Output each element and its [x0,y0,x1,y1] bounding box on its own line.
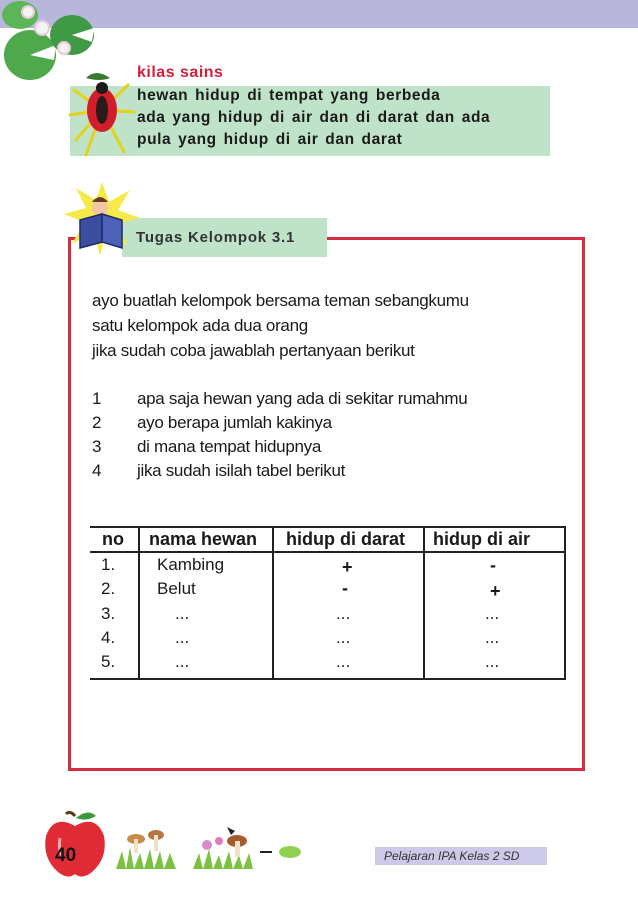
table-cell: ... [336,628,351,647]
leaf-icon [258,840,304,864]
table-column-divider [423,526,425,680]
table-border-bottom [90,678,566,680]
beetle-icon [66,60,138,160]
intro-line-1: ayo buatlah kelompok bersama teman sebangkumu [92,291,469,310]
table-cell: Belut [157,579,196,598]
kilas-line-3: pula yang hidup di air dan darat [137,131,403,148]
question-text: di mana tempat hidupnya [137,437,322,456]
mushroom-grass-icon [116,825,176,869]
kilas-line-1: hewan hidup di tempat yang berbeda [137,87,441,104]
book-title: Pelajaran IPA Kelas 2 SD [384,849,520,863]
table-header: hidup di darat [286,529,405,549]
table-cell: + [490,581,501,601]
table-cell: Kambing [157,555,225,574]
question-text: jika sudah isilah tabel berikut [137,461,346,480]
intro-line-3: jika sudah coba jawablah pertanyaan berikut [92,341,415,360]
table-header: hidup di air [433,529,530,549]
table-header: no [102,529,124,549]
table-cell: + [342,557,353,577]
table-cell: ... [175,604,190,623]
question-number: 3 [92,437,102,456]
table-cell: 4. [101,628,116,647]
question-number: 4 [92,461,102,480]
table-border-top [90,526,566,528]
question-text: apa saja hewan yang ada di sekitar rumahmu [137,389,468,408]
question-number: 2 [92,413,102,432]
table-cell: ... [175,628,190,647]
table-cell: ... [485,628,500,647]
table-column-divider [564,526,566,680]
table-cell: 1. [101,555,116,574]
reading-book-icon [62,180,142,260]
table-column-divider [272,526,274,680]
table-cell: ... [485,604,500,623]
table-header: nama hewan [149,529,258,549]
table-header-divider [90,551,566,553]
table-cell: ... [336,604,351,623]
table-cell: ... [336,652,351,671]
question-text: ayo berapa jumlah kakinya [137,413,332,432]
table-cell: - [490,555,496,575]
intro-line-2: satu kelompok ada dua orang [92,316,308,335]
page-number: 40 [55,845,77,866]
mushroom-flower-icon [193,825,259,869]
table-cell: - [342,578,348,598]
table-cell: 2. [101,579,116,598]
task-label: Tugas Kelompok 3.1 [136,229,296,246]
animal-table [90,526,566,680]
table-cell: ... [175,652,190,671]
table-cell: 5. [101,652,116,671]
table-cell: 3. [101,604,116,623]
table-cell: ... [485,652,500,671]
kilas-line-2: ada yang hidup di air dan di darat dan ada [137,109,491,126]
kilas-sains-title: kilas sains [137,64,224,81]
table-column-divider [138,526,140,680]
question-number: 1 [92,389,102,408]
